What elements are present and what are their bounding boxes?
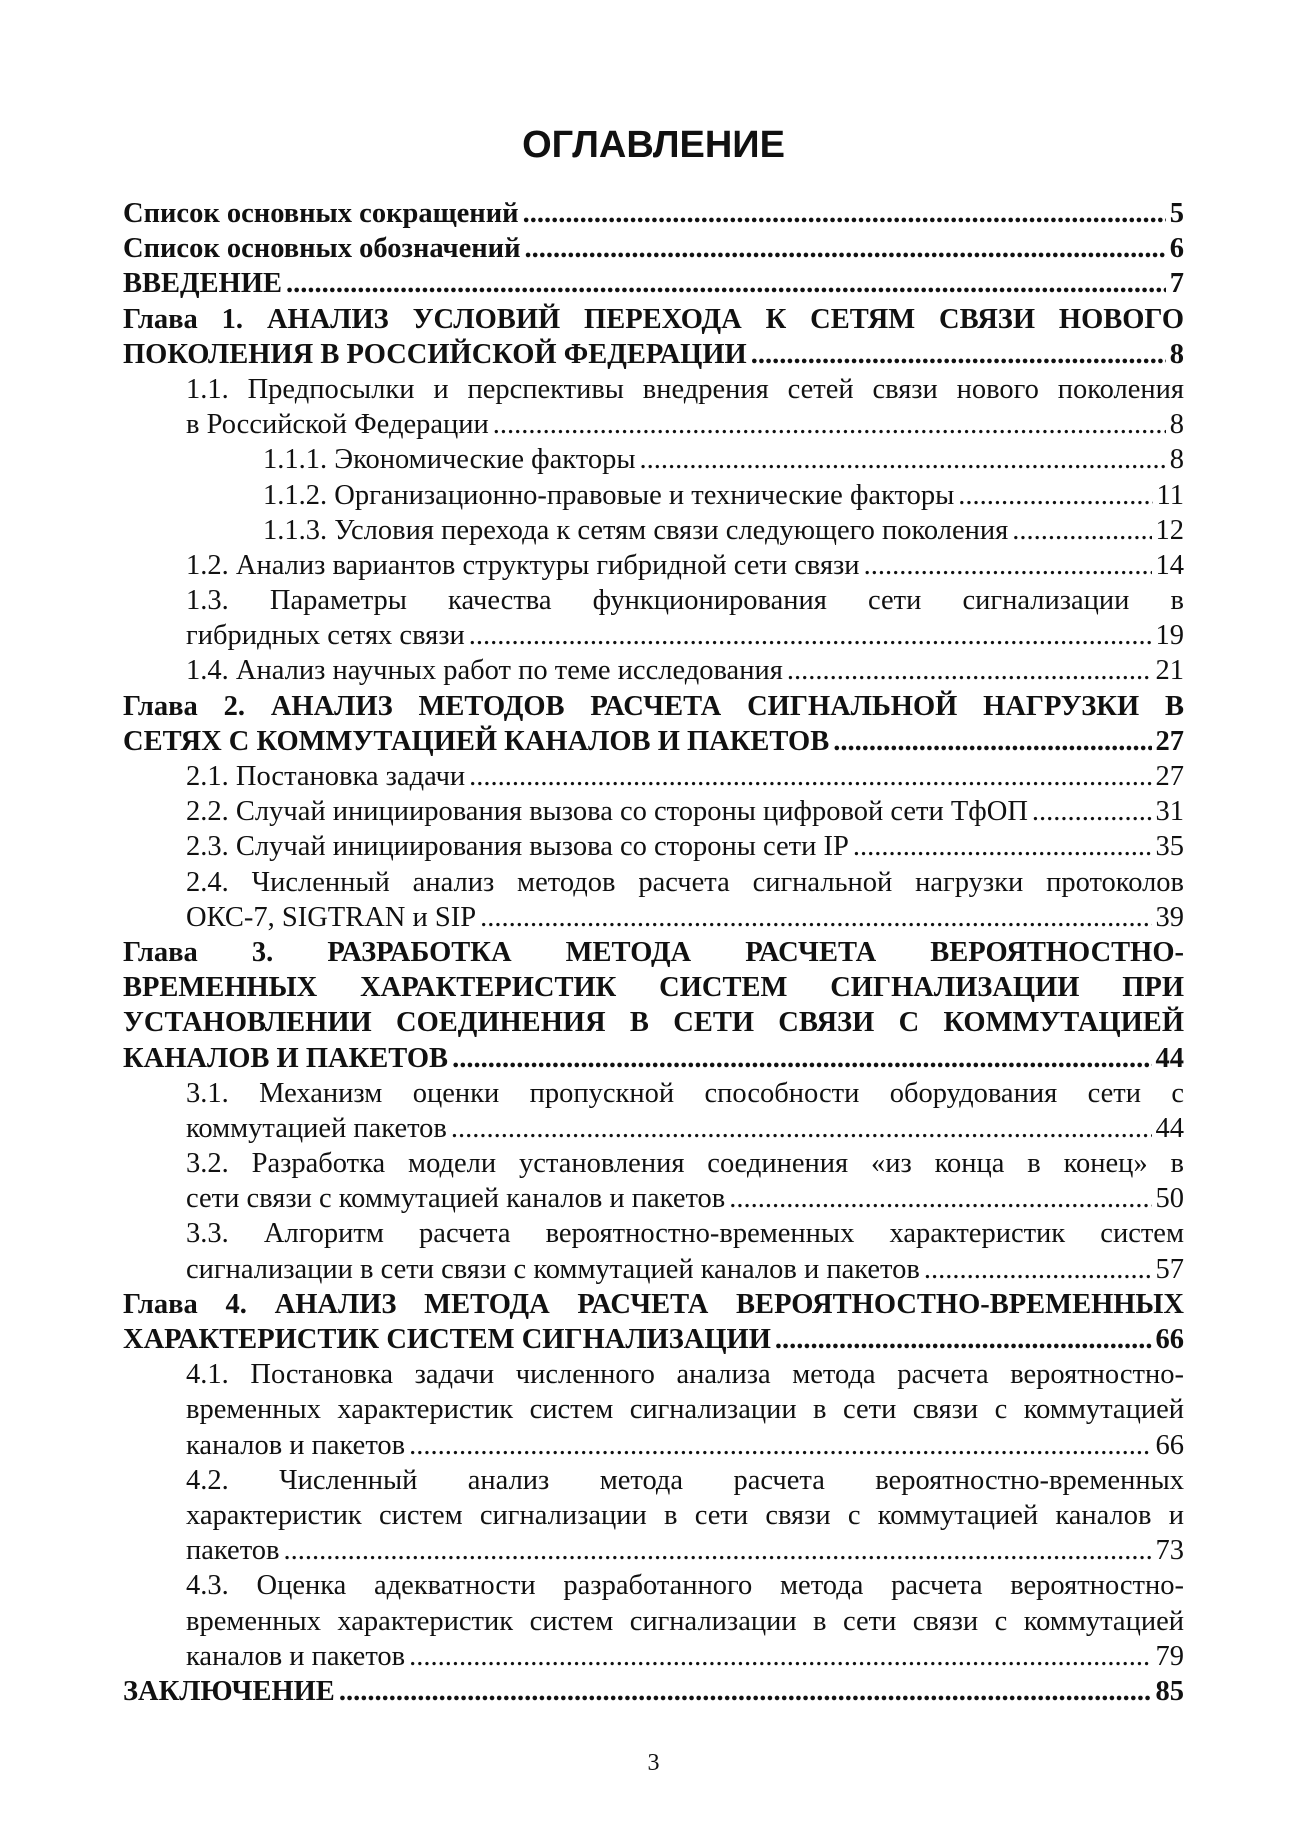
toc-entry-continued: [123, 1357, 1184, 1392]
dot-leader: [958, 478, 1152, 513]
toc-page-number: 31: [1155, 796, 1184, 828]
toc-entry-continued: [123, 1076, 1184, 1111]
dot-leader: [283, 1533, 1151, 1568]
toc-page-number: 27: [1155, 725, 1184, 757]
toc-entry[interactable]: [123, 1533, 1184, 1568]
toc-entry-text: Глава 1. АНАЛИЗ УСЛОВИЙ ПЕРЕХОДА К СЕТЯМ СВЯЗИ НОВОГО: [123, 303, 1184, 335]
toc-entry-continued: [123, 1287, 1184, 1322]
toc-entry-text: ЗАКЛЮЧЕНИЕ: [123, 1675, 335, 1707]
dot-leader: [1012, 513, 1151, 548]
toc-entry-continued: [123, 583, 1184, 618]
toc-page-number: 21: [1155, 655, 1184, 687]
toc-entry-text: гибридных сетях связи: [186, 620, 465, 652]
toc-entry-text: 1.1.3. Условия перехода к сетям связи следующего поколения: [263, 514, 1009, 546]
dot-leader: [1032, 794, 1152, 829]
toc-entry[interactable]: [123, 759, 1184, 794]
toc-entry-continued: [123, 1498, 1184, 1533]
toc-entry-text: 4.2. Численный анализ метода расчета вероятностно-временных: [186, 1464, 1184, 1496]
toc-page-number: 44: [1155, 1112, 1184, 1144]
toc-page-number: 5: [1169, 198, 1184, 229]
toc-entry-continued: [123, 689, 1184, 724]
toc-page-number: 66: [1155, 1324, 1184, 1355]
dot-leader: [339, 1674, 1152, 1709]
toc-entry-text: УСТАНОВЛЕНИИ СОЕДИНЕНИЯ В СЕТИ СВЯЗИ С КОММУТАЦИЕЙ: [123, 1007, 1184, 1039]
dot-leader: [469, 759, 1151, 794]
toc-entry-text: коммутацией пакетов: [186, 1112, 447, 1144]
toc-entry-text: КАНАЛОВ И ПАКЕТОВ: [123, 1042, 449, 1074]
toc-entry-continued: [123, 1216, 1184, 1251]
toc-entry-text: сигнализации в сети связи с коммутацией каналов и пакетов: [186, 1253, 920, 1285]
toc-entry-text: СЕТЯХ С КОММУТАЦИЕЙ КАНАЛОВ И ПАКЕТОВ: [123, 725, 830, 757]
toc-entry[interactable]: [123, 794, 1184, 829]
toc-entry-text: 2.3. Случай инициирования вызова со стороны сети IP: [186, 831, 849, 863]
toc-entry-text: 3.1. Механизм оценки пропускной способности оборудования сети с: [186, 1077, 1184, 1109]
table-of-contents: [123, 196, 1184, 1709]
toc-entry-text: ВВЕДЕНИЕ: [123, 268, 282, 300]
toc-entry[interactable]: [123, 618, 1184, 653]
page-title: ОГЛАВЛЕНИЕ: [522, 124, 785, 166]
page-number: 3: [647, 1750, 660, 1776]
toc-entry-text: ПОКОЛЕНИЯ В РОССИЙСКОЙ ФЕДЕРАЦИИ: [123, 338, 747, 370]
toc-entry[interactable]: [123, 337, 1184, 372]
toc-entry[interactable]: [123, 1639, 1184, 1674]
toc-page-number: 11: [1156, 479, 1184, 511]
toc-entry[interactable]: [123, 1181, 1184, 1216]
toc-page-number: 19: [1155, 620, 1184, 652]
dot-leader: [523, 196, 1166, 231]
dot-leader: [751, 337, 1166, 372]
toc-entry-text: Список основных обозначений: [123, 233, 521, 265]
toc-entry-text: в Российской Федерации: [186, 409, 489, 441]
toc-page-number: 39: [1155, 901, 1184, 933]
toc-entry-continued: [123, 970, 1184, 1005]
toc-entry-text: сети связи с коммутацией каналов и пакетов: [186, 1183, 726, 1215]
dot-leader: [864, 548, 1152, 583]
dot-leader: [409, 1428, 1151, 1463]
toc-entry-continued: [123, 1392, 1184, 1427]
toc-entry[interactable]: [123, 724, 1184, 759]
toc-page-number: 6: [1169, 233, 1184, 265]
toc-entry-text: 3.2. Разработка модели установления соединения «из конца в конец» в: [186, 1148, 1184, 1180]
toc-entry-continued: [123, 1463, 1184, 1498]
toc-entry[interactable]: [123, 1111, 1184, 1146]
toc-entry[interactable]: [123, 266, 1184, 301]
toc-entry-text: ОКС-7, SIGTRAN и SIP: [186, 901, 477, 933]
dot-leader: [775, 1322, 1152, 1357]
toc-entry[interactable]: [123, 231, 1184, 266]
toc-page-number: 12: [1155, 514, 1184, 546]
toc-entry[interactable]: [123, 1041, 1184, 1076]
toc-entry-continued: [123, 865, 1184, 900]
dot-leader: [833, 724, 1151, 759]
toc-entry[interactable]: [123, 829, 1184, 864]
toc-entry-text: пакетов: [186, 1535, 280, 1567]
toc-page-number: 79: [1155, 1640, 1184, 1672]
dot-leader: [729, 1181, 1151, 1216]
toc-page-number: 27: [1155, 761, 1184, 792]
dot-leader: [640, 442, 1166, 477]
toc-entry-text: ХАРАКТЕРИСТИК СИСТЕМ СИГНАЛИЗАЦИИ: [123, 1324, 771, 1355]
toc-page-number: 14: [1155, 549, 1184, 581]
toc-entry-text: 1.2. Анализ вариантов структуры гибридной сети связи: [186, 549, 860, 581]
dot-leader: [493, 407, 1166, 442]
toc-page-number: 8: [1169, 338, 1184, 370]
dot-leader: [286, 266, 1166, 301]
toc-entry[interactable]: [123, 407, 1184, 442]
toc-entry-text: 2.1. Постановка задачи: [186, 761, 466, 792]
toc-entry-text: 3.3. Алгоритм расчета вероятностно-временных характеристик систем: [186, 1218, 1184, 1250]
toc-entry[interactable]: [123, 1428, 1184, 1463]
toc-entry-text: 4.1. Постановка задачи численного анализа метода расчета вероятностно-: [186, 1359, 1184, 1391]
toc-entry[interactable]: [123, 478, 1184, 513]
toc-page-number: 57: [1155, 1253, 1184, 1285]
toc-page-number: 73: [1155, 1535, 1184, 1567]
toc-entry-continued: [123, 1568, 1184, 1603]
toc-page-number: 66: [1155, 1429, 1184, 1461]
toc-entry-text: Глава 3. РАЗРАБОТКА МЕТОДА РАСЧЕТА ВЕРОЯТНОСТНО-: [123, 936, 1184, 968]
toc-entry[interactable]: [123, 442, 1184, 477]
toc-entry-continued: [123, 1005, 1184, 1040]
toc-page-number: 8: [1169, 444, 1184, 476]
dot-leader: [480, 900, 1151, 935]
dot-leader: [409, 1639, 1151, 1674]
toc-entry-text: Глава 4. АНАЛИЗ МЕТОДА РАСЧЕТА ВЕРОЯТНОСТНО-ВРЕМЕННЫХ: [123, 1288, 1184, 1320]
toc-entry[interactable]: [123, 900, 1184, 935]
toc-entry-continued: [123, 1604, 1184, 1639]
toc-entry-text: 1.1. Предпосылки и перспективы внедрения сетей связи нового поколения: [186, 373, 1184, 405]
toc-entry-text: Глава 2. АНАЛИЗ МЕТОДОВ РАСЧЕТА СИГНАЛЬНОЙ НАГРУЗКИ В: [123, 690, 1184, 722]
toc-entry-text: характеристик систем сигнализации в сети связи с коммутацией каналов и: [186, 1499, 1184, 1531]
dot-leader: [469, 618, 1152, 653]
toc-page-number: 7: [1169, 268, 1184, 300]
toc-page-number: 85: [1155, 1675, 1184, 1707]
dot-leader: [853, 829, 1152, 864]
toc-page-number: 50: [1155, 1183, 1184, 1215]
toc-entry-text: 1.1.2. Организационно-правовые и технические факторы: [263, 479, 955, 511]
toc-entry[interactable]: [123, 653, 1184, 688]
dot-leader: [451, 1111, 1152, 1146]
toc-entry-continued: [123, 302, 1184, 337]
toc-entry-text: 1.3. Параметры качества функционирования сети сигнализации в: [186, 585, 1184, 617]
toc-entry-text: 1.4. Анализ научных работ по теме исследования: [186, 655, 783, 687]
toc-entry[interactable]: [123, 513, 1184, 548]
toc-entry-text: 4.3. Оценка адекватности разработанного метода расчета вероятностно-: [186, 1570, 1184, 1602]
toc-page-number: 44: [1155, 1042, 1184, 1074]
toc-entry[interactable]: [123, 548, 1184, 583]
toc-page-number: 35: [1155, 831, 1184, 863]
toc-entry-continued: [123, 935, 1184, 970]
toc-page-number: 8: [1169, 409, 1184, 441]
dot-leader: [924, 1252, 1152, 1287]
toc-entry-continued: [123, 372, 1184, 407]
toc-entry-text: 2.2. Случай инициирования вызова со стороны цифровой сети ТфОП: [186, 796, 1028, 828]
toc-entry[interactable]: [123, 1322, 1184, 1357]
toc-entry-text: каналов и пакетов: [186, 1429, 406, 1461]
toc-entry-continued: [123, 1146, 1184, 1181]
toc-entry-text: 2.4. Численный анализ методов расчета сигнальной нагрузки протоколов: [186, 866, 1184, 898]
dot-leader: [787, 653, 1152, 688]
toc-entry-text: ВРЕМЕННЫХ ХАРАКТЕРИСТИК СИСТЕМ СИГНАЛИЗАЦИИ ПРИ: [123, 972, 1184, 1004]
dot-leader: [525, 231, 1166, 266]
toc-entry-text: Список основных сокращений: [123, 198, 519, 229]
dot-leader: [452, 1041, 1151, 1076]
toc-entry[interactable]: [123, 1252, 1184, 1287]
toc-entry-text: 1.1.1. Экономические факторы: [263, 444, 636, 476]
toc-entry-text: каналов и пакетов: [186, 1640, 406, 1672]
toc-entry-text: временных характеристик систем сигнализации в сети связи с коммутацией: [186, 1605, 1184, 1637]
toc-entry-text: временных характеристик систем сигнализации в сети связи с коммутацией: [186, 1394, 1184, 1426]
toc-entry[interactable]: [123, 1674, 1184, 1709]
toc-entry[interactable]: [123, 196, 1184, 231]
